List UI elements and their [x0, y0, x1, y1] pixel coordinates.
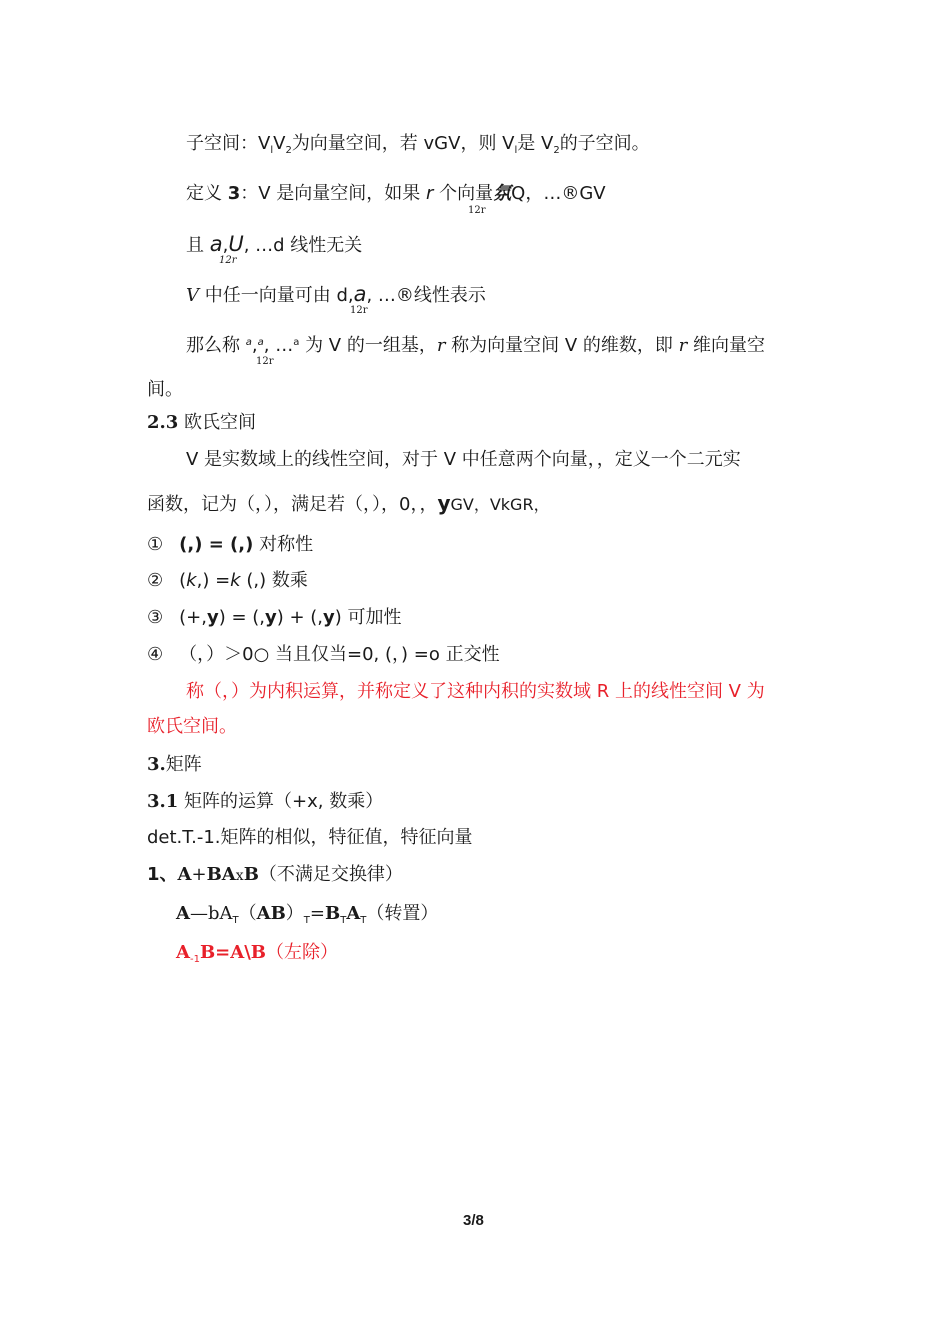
- euclidean-space-intro: V 是实数域上的线性空间，对于 V 中任意两个向量，，定义一个二元实: [186, 449, 741, 470]
- section-heading-2-3: 2.3 欧氏空间: [147, 412, 257, 433]
- page-number: 3/8: [463, 1212, 484, 1229]
- euclidean-space-term: 欧氏空间。: [147, 716, 237, 737]
- property-additivity: ③ (+,y) = (,y) + (,y) 可加性: [147, 607, 402, 628]
- subscript-indices: 12r: [468, 205, 486, 216]
- linear-independence-line: 且 a,U, …d 线性无关: [186, 232, 363, 256]
- continuation-text: 间。: [147, 379, 183, 400]
- matrix-operations-item-1: 1、A+BAxB（不满足交换律）: [147, 864, 403, 885]
- subscript-indices: 12r: [256, 356, 274, 367]
- subscript-indices: 12r: [219, 255, 237, 266]
- property-orthogonality: ④ （，）＞0○ 当且仅当=0, (，) =o 正交性: [147, 644, 500, 665]
- linear-representation-line: V 中任一向量可由 d,a, …®线性表示: [186, 282, 486, 306]
- section-heading-3-1: 3.1 矩阵的运算（+x, 数乘）: [147, 791, 384, 812]
- left-division-rule-line: $A_{-1}B=A\backslash B$（左除）: [176, 942, 339, 965]
- inner-product-definition: 称（，）为内积运算，并称定义了这种内积的实数域 R 上的线性空间 V 为: [186, 681, 765, 702]
- matrix-topics-line: det.T.-1.矩阵的相似，特征值，特征向量: [147, 827, 473, 848]
- basis-dimension-line: 那么称 $^a$,$^a$, …$^a$ 为 V 的一组基，r 称为向量空间 V 的维数，即 r 维向量空: [186, 335, 765, 356]
- definition-3-line: 定义 3：V 是向量空间，如果 r 个向量氛Q，…®GV: [186, 183, 606, 204]
- subspace-definition-line: 子空间：$V_lV_2$为向量空间，若 vGV，则 $V_l$是 $V_2$的子空间。: [186, 133, 650, 156]
- subscript-indices: 12r: [350, 305, 368, 316]
- property-symmetry: ① (,) = (,) 对称性: [147, 534, 314, 555]
- binary-function-line: 函数，记为（，），满足若（，），0，，yGV，VkGR，: [147, 491, 550, 515]
- property-scalar-multiplication: ② (k,) =k (,) 数乘: [147, 570, 308, 591]
- transpose-rule-line: $A—bA_T(AB)_T=B_TA_T$（转置）: [176, 903, 439, 926]
- section-heading-3: 3.矩阵: [147, 754, 202, 775]
